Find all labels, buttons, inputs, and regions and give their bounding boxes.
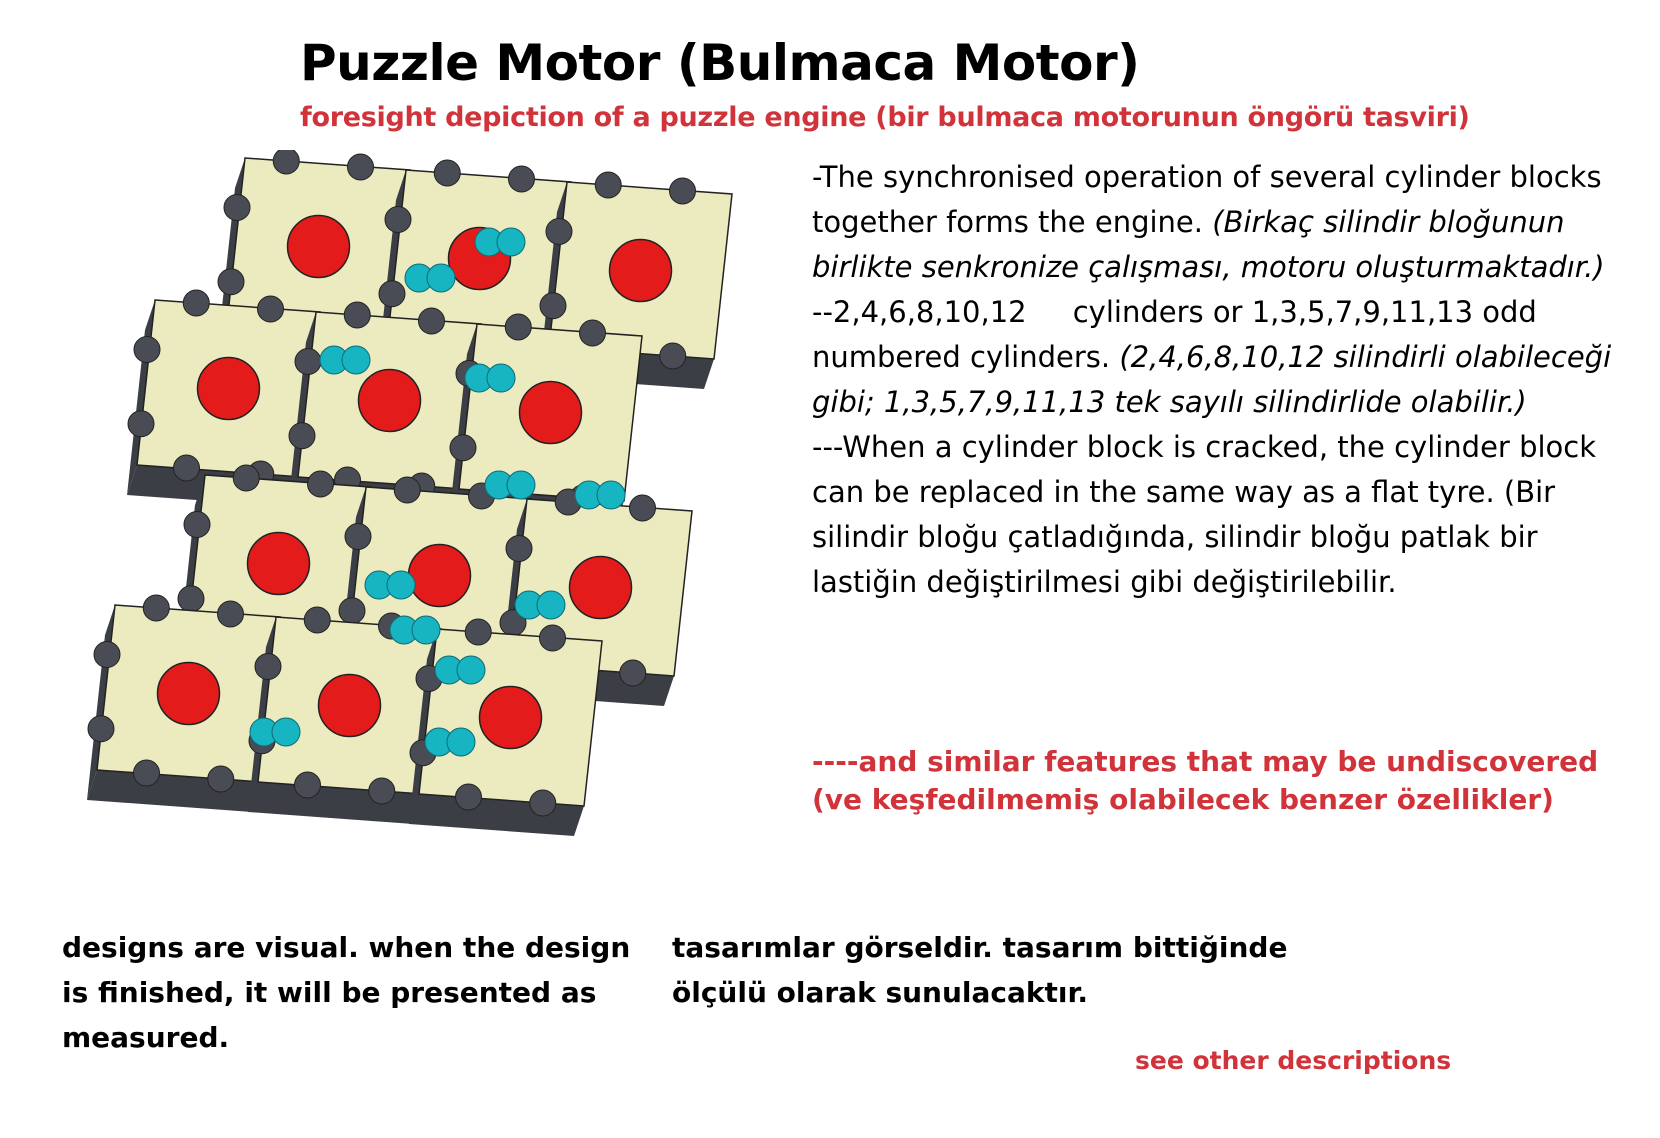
puzzle-notch [530, 790, 556, 816]
puzzle-notch [128, 411, 154, 437]
footer-note-english: designs are visual. when the design is finished, it will be presented as measured. [62, 931, 631, 1054]
cylinder-bore [288, 216, 350, 278]
puzzle-notch [143, 595, 169, 621]
puzzle-notch [295, 349, 321, 375]
puzzle-notch [394, 477, 420, 503]
cylinder-bore [480, 687, 542, 749]
puzzle-notch [670, 178, 696, 204]
puzzle-notch [218, 601, 244, 627]
puzzle-notch [304, 607, 330, 633]
puzzle-notch [509, 166, 535, 192]
cylinder-bore [570, 557, 632, 619]
features-note-tr: (ve keşfedilmemiş olabilecek benzer özellikler) [812, 783, 1554, 816]
puzzle-engine-illustration [70, 150, 810, 910]
puzzle-notch [369, 778, 395, 804]
connector-lobe [597, 481, 625, 509]
puzzle-notch [450, 435, 476, 461]
description-block [812, 155, 1632, 605]
puzzle-notch [465, 619, 491, 645]
connector-lobe [497, 228, 525, 256]
puzzle-notch [595, 172, 621, 198]
puzzle-notch [178, 586, 204, 612]
puzzle-notch [134, 337, 160, 363]
puzzle-notch [258, 296, 284, 322]
description-text-1: -The synchronised operation of several cylinder blocks together forms the engine. [812, 160, 1602, 239]
connector-lobe [427, 264, 455, 292]
cylinder-bore [319, 675, 381, 737]
puzzle-notch [339, 598, 365, 624]
connector-lobe [387, 571, 415, 599]
description-text-1-tr: (Birkaç silindir bloğunun birlikte senkronize çalışması, motoru oluşturmaktadır.) [812, 205, 1605, 284]
puzzle-notch [506, 536, 532, 562]
footer-note-turkish: tasarımlar görseldir. tasarım bittiğinde ölçülü olarak sunulacaktır. [672, 931, 1288, 1009]
puzzle-notch [134, 760, 160, 786]
connector-lobe [447, 728, 475, 756]
connector-lobe [342, 346, 370, 374]
puzzle-notch [255, 654, 281, 680]
cylinder-bore [610, 240, 672, 302]
puzzle-notch [348, 154, 374, 180]
puzzle-notch [385, 207, 411, 233]
connector-lobe [272, 718, 300, 746]
puzzle-notch [88, 716, 114, 742]
puzzle-notch [94, 642, 120, 668]
puzzle-notch [233, 465, 259, 491]
puzzle-notch [540, 293, 566, 319]
connector-lobe [412, 616, 440, 644]
description-text-2: --2,4,6,8,10,12 cylinders or 1,3,5,7,9,11,13 odd numbered cylinders. [812, 295, 1547, 374]
puzzle-notch [208, 766, 234, 792]
puzzle-notch [660, 343, 686, 369]
puzzle-notch [273, 150, 299, 174]
puzzle-notch [540, 625, 566, 651]
connector-lobe [537, 591, 565, 619]
puzzle-notch [630, 495, 656, 521]
puzzle-notch [174, 455, 200, 481]
cylinder-bore [409, 545, 471, 607]
puzzle-notch [546, 219, 572, 245]
puzzle-notch [295, 772, 321, 798]
description-text-3: ---When a cylinder block is cracked, the cylinder block can be replaced in the same way as a flat tyre. (Bir silindir bloğu çatladığında, silindir bloğu patlak bir lastiğin değiştirilmesi gibi değiştirilebilir. [812, 430, 1597, 599]
page-title: Puzzle Motor (Bulmaca Motor) [300, 34, 1140, 92]
description-paragraph-2 [812, 290, 1632, 425]
puzzle-notch [580, 320, 606, 346]
connector-lobe [507, 471, 535, 499]
puzzle-notch [419, 308, 445, 334]
cylinder-bore [158, 663, 220, 725]
puzzle-notch [344, 302, 370, 328]
cylinder-bore [359, 370, 421, 432]
description-paragraph-1 [812, 155, 1632, 290]
puzzle-notch [224, 195, 250, 221]
cylinder-bore [248, 533, 310, 595]
puzzle-notch [183, 290, 209, 316]
description-text-2-tr: (2,4,6,8,10,12 silindirli olabileceği gibi; 1,3,5,7,9,11,13 tek sayılı silindirlide olabilir.) [812, 340, 1612, 419]
description-paragraph-3 [812, 425, 1632, 605]
puzzle-notch [434, 160, 460, 186]
page-subtitle: foresight depiction of a puzzle engine (bir bulmaca motorunun öngörü tasviri) [300, 102, 1470, 133]
cylinder-bore [198, 358, 260, 420]
features-note-en: ----and similar features that may be undiscovered [812, 745, 1599, 778]
connector-lobe [457, 656, 485, 684]
cylinder-bore [520, 382, 582, 444]
see-other-descriptions-link[interactable]: see other descriptions [1135, 1046, 1452, 1075]
puzzle-notch [184, 512, 210, 538]
puzzle-notch [620, 660, 646, 686]
puzzle-notch [456, 784, 482, 810]
features-note [812, 743, 1642, 819]
puzzle-notch [308, 471, 334, 497]
puzzle-notch [289, 423, 315, 449]
puzzle-notch [379, 281, 405, 307]
puzzle-notch [345, 524, 371, 550]
puzzle-notch [218, 269, 244, 295]
puzzle-notch [505, 314, 531, 340]
connector-lobe [487, 364, 515, 392]
